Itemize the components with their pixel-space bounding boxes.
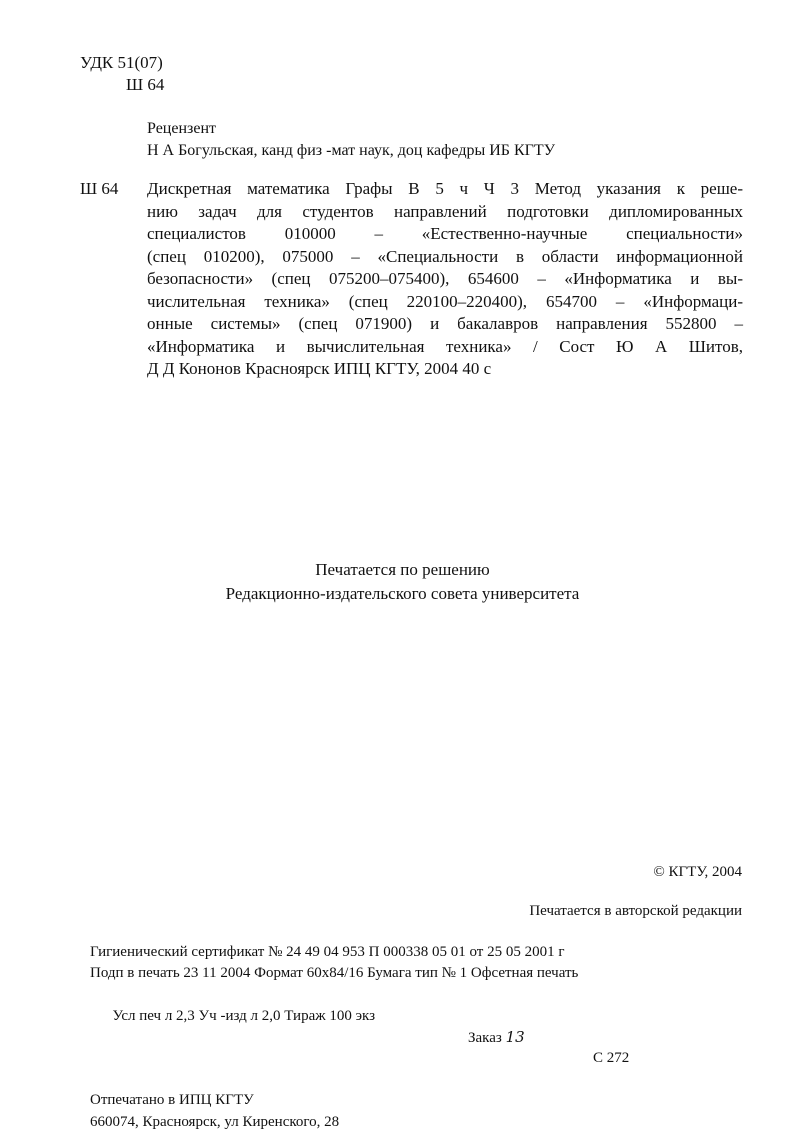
decision-line-1: Печатается по решению <box>315 560 490 579</box>
entry-line: безопасности» (спец 075200–075400), 654600 – «Информатика и вы- <box>147 269 743 288</box>
entry-line: Дискретная математика Графы В 5 ч Ч 3 Метод указания к реше- <box>147 179 743 198</box>
printed-at: Отпечатано в ИПЦ КГТУ <box>90 1092 254 1109</box>
entry-description <box>147 178 743 381</box>
reviewer-name: Н А Богульская, канд физ -мат наук, доц кафедры ИБ КГТУ <box>147 142 556 159</box>
entry-line: нию задач для студентов направлений подготовки дипломированных <box>147 201 743 221</box>
reviewer-block <box>147 118 555 162</box>
entry-line: (спец 010200), 075000 – «Специальности в области информационной <box>147 246 743 266</box>
decision-line-2: Редакционно-издательского совета университета <box>225 584 580 603</box>
entry-line: Д Д Кононов Красноярск ИПЦ КГТУ, 2004 40 с <box>147 359 492 378</box>
printer-address: 660074, Красноярск, ул Киренского, 28 <box>90 1113 340 1130</box>
pages-code: С 272 <box>593 1050 630 1067</box>
reviewer-label: Рецензент <box>147 120 216 137</box>
print-details: Подп в печать 23 11 2004 Формат 60x84/16 Бумага тип № 1 Офсетная печать <box>90 965 579 982</box>
print-volume-row <box>90 984 630 1090</box>
publication-decision <box>0 558 805 606</box>
entry-author-mark: Ш 64 <box>80 179 119 198</box>
author-edition-note: Печатается в авторской редакции <box>529 903 742 919</box>
author-mark: Ш 64 <box>126 75 165 94</box>
order-number: 13 <box>505 1027 525 1046</box>
udk-code: УДК 51(07) <box>80 53 163 72</box>
entry-line: онные системы» (спец 071900) и бакалавров направления 552800 – <box>147 314 743 333</box>
bibliographic-entry <box>80 178 743 381</box>
order-label: Заказ <box>468 1029 502 1046</box>
order-info <box>468 1027 525 1049</box>
imprint-block <box>90 942 630 1133</box>
entry-line: специалистов 010000 – «Естественно-научные специальности» <box>147 224 743 243</box>
copyright-notice: © КГТУ, 2004 <box>653 864 742 880</box>
hygiene-certificate: Гигиенический сертификат № 24 49 04 953 П 000338 05 01 от 25 05 2001 г <box>90 944 565 960</box>
classification-block <box>80 52 164 96</box>
print-volume: Усл печ л 2,3 Уч -изд л 2,0 Тираж 100 экз <box>112 1007 376 1024</box>
entry-line: числительная техника» (спец 220100–220400), 654700 – «Информаци- <box>147 291 743 311</box>
entry-line: «Информатика и вычислительная техника» / Сост Ю А Шитов, <box>147 336 743 356</box>
